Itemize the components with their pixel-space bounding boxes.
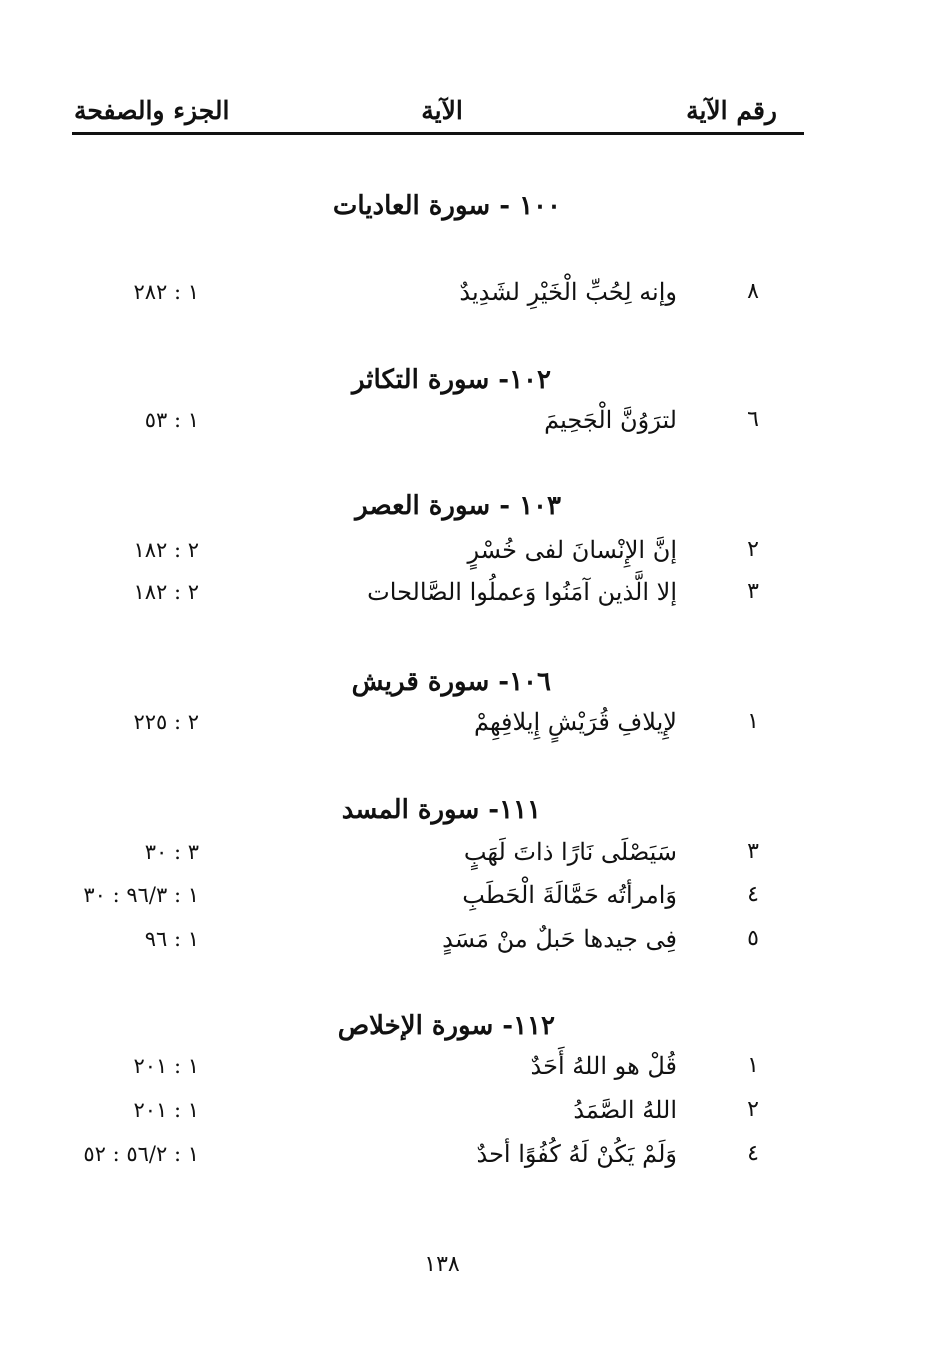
part-page-ref: ٢ : ١٨٢ [133, 538, 199, 562]
surah-title: ١٠٣ - سورة العصر [355, 491, 561, 521]
ayah-text: إنَّ الإِنْسانَ لفى خُسْرٍ [467, 536, 677, 564]
part-page-ref: ١ : ٢٨٢ [133, 280, 199, 304]
surah-title: ١١١- سورة المسد [341, 795, 541, 825]
surah-title: ١٠٠ - سورة العاديات [332, 191, 561, 221]
table-row [0, 1134, 925, 1174]
ayah-number: ٣ [747, 579, 759, 604]
ayah-text: قُلْ هو اللهُ أَحَدٌ [530, 1052, 677, 1080]
surah-title: ١١٢- سورة الإخلاص [337, 1011, 555, 1041]
table-row [0, 572, 925, 612]
part-page-ref: ١ : ٩٦/٣ : ٣٠ [83, 883, 199, 907]
table-row [0, 1046, 925, 1086]
table-row [0, 875, 925, 915]
ayah-text: وَامرأتُه حَمَّالَةَ الْحَطَبِ [462, 881, 677, 909]
part-page-ref: ١ : ٢٠١ [133, 1098, 199, 1122]
ayah-text: لترَوُنَّ الْجَحِيمَ [544, 406, 677, 434]
header-ayah-number: رقم الآية [686, 96, 777, 125]
part-page-ref: ١ : ٢٠١ [133, 1054, 199, 1078]
surah-title: ١٠٢- سورة التكاثر [351, 365, 551, 395]
ayah-number: ٢ [747, 1097, 759, 1122]
ayah-number: ٣ [747, 839, 759, 864]
table-row [0, 702, 925, 742]
ayah-text: اللهُ الصَّمَدُ [573, 1096, 677, 1124]
ayah-number: ١ [747, 709, 759, 734]
part-page-ref: ٢ : ٢٢٥ [133, 710, 199, 734]
ayah-number: ٦ [747, 407, 759, 432]
ayah-text: فِى جيدها حَبلٌ منْ مَسَدٍ [442, 925, 677, 953]
part-page-ref: ٢ : ١٨٢ [133, 580, 199, 604]
ayah-text: لإِيلافِ قُرَيْشٍ إِيلافِهِمْ [474, 708, 677, 736]
ayah-number: ٨ [747, 279, 759, 304]
header-part-page: الجزء والصفحة [74, 96, 230, 125]
header-ayah: الآية [421, 96, 463, 125]
table-row [0, 272, 925, 312]
ayah-number: ٥ [747, 926, 759, 951]
ayah-text: إلا الَّذين آمَنُوا وَعملُوا الصَّالحات [367, 578, 677, 606]
part-page-ref: ١ : ٩٦ [144, 927, 199, 951]
table-row [0, 919, 925, 959]
table-row [0, 832, 925, 872]
surah-title: ١٠٦- سورة قريش [351, 667, 551, 697]
part-page-ref: ١ : ٥٦/٢ : ٥٢ [83, 1142, 199, 1166]
ayah-number: ٢ [747, 537, 759, 562]
ayah-number: ١ [747, 1053, 759, 1078]
table-row [0, 1090, 925, 1130]
header-rule [72, 132, 804, 135]
ayah-text: وإنه لِحُبِّ الْخَيْرِ لشَدِيدٌ [459, 278, 677, 306]
part-page-ref: ٣ : ٣٠ [144, 840, 199, 864]
ayah-number: ٤ [747, 882, 759, 907]
page-number: ١٣٨ [424, 1252, 460, 1277]
part-page-ref: ١ : ٥٣ [144, 408, 199, 432]
ayah-text: وَلَمْ يَكُنْ لَهُ كُفُوًا أحدٌ [476, 1140, 677, 1168]
table-row [0, 530, 925, 570]
ayah-text: سَيَصْلَى نَارًا ذاتَ لَهَبٍ [463, 838, 677, 866]
table-row [0, 400, 925, 440]
ayah-number: ٤ [747, 1141, 759, 1166]
